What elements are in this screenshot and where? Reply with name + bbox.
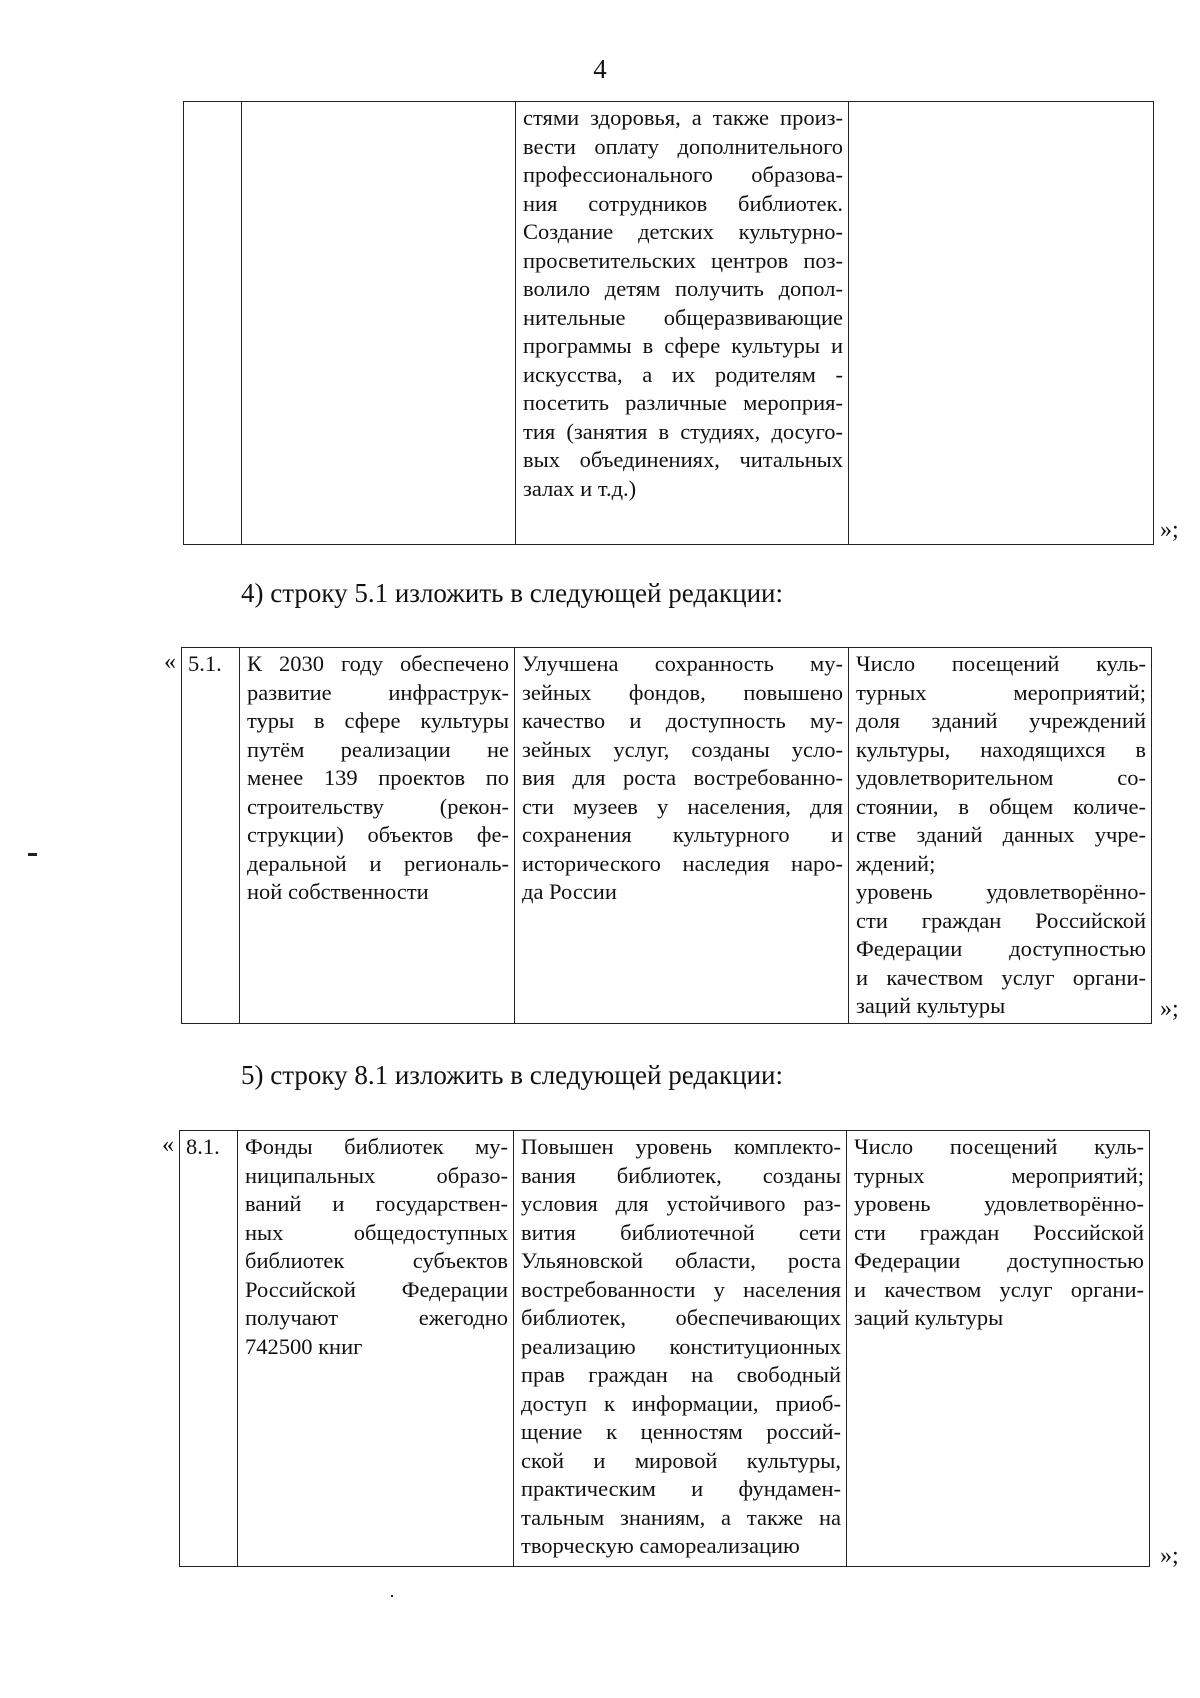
cell-text-line: реализацию конституционных [521, 1333, 841, 1359]
cell-indicator [849, 102, 1154, 545]
cell-text-line: качество и доступность му- [522, 708, 843, 733]
cell-text-line: удовлетворительном со- [856, 765, 1146, 790]
cell-text-line: творческую самореализацию [521, 1533, 800, 1558]
table-row [184, 102, 1154, 545]
cell-text-line: Создание детских культурно- [523, 219, 843, 244]
cell-text-line: вия для роста востребованно- [522, 765, 843, 790]
cell-text-line: и качеством услуг органи- [856, 964, 1146, 990]
cell-text-line: условия для устойчивого раз- [521, 1191, 841, 1216]
cell-text-line: да России [522, 879, 617, 904]
table-row [180, 1131, 1150, 1567]
cell-text-line: сти граждан Российской [854, 1219, 1144, 1245]
cell-text-line: ждений; [856, 850, 936, 876]
scan-speck [28, 853, 37, 856]
cell-text-line: программы в сфере культуры и [523, 333, 843, 358]
cell-result [515, 648, 849, 1024]
cell-text-line: профессионального образова- [523, 162, 843, 187]
cell-text-line: ниципальных образо- [245, 1162, 508, 1188]
cell-text-line: культуры, находящихся в [856, 736, 1146, 762]
cell-text-line: волило детям получить допол- [523, 276, 843, 301]
cell-text-line: доля зданий учреждений [856, 708, 1146, 733]
cell-text-line: Повышен уровень комплекто- [521, 1134, 841, 1159]
page-number: 4 [593, 54, 607, 84]
cell-text-line: сти граждан Российской [856, 907, 1146, 933]
cell-text-line: ных общедоступных [245, 1219, 508, 1245]
cell-text-line: библиотек, обеспечивающих [521, 1305, 841, 1330]
cell-text-line: ваний и государствен- [245, 1191, 508, 1216]
cell-text-line: деральной и региональ- [247, 850, 509, 876]
cell-text-line: развитие инфраструк- [247, 679, 509, 705]
cell-text-line: вести оплату дополнительного [523, 133, 843, 159]
cell-num: 5.1. [182, 648, 240, 1024]
cell-text-line: доступ к информации, приоб- [521, 1390, 841, 1416]
scan-speck [391, 1595, 393, 1597]
cell-text-line: струкции) объектов фе- [247, 822, 509, 847]
cell-text-line: ной собственности [247, 879, 429, 904]
cell-text-line: Улучшена сохранность му- [522, 651, 843, 676]
cell-text-line: Число посещений куль- [856, 651, 1146, 676]
cell-text-line: щение к ценностям россий- [521, 1419, 841, 1444]
cell-text-line: заций культуры [854, 1305, 1004, 1330]
cell-text-line: К 2030 году обеспечено [247, 651, 509, 676]
cell-text-line: стве зданий данных учре- [856, 822, 1146, 847]
cell-text-line: сохранения культурного и [522, 822, 843, 847]
instruction-row-8-1: 5) строку 8.1 изложить в следующей редакции: [241, 1060, 784, 1090]
cell-text-line: исторического наследия наро- [522, 850, 843, 876]
cell-text-line: уровень удовлетворённо- [856, 879, 1146, 904]
cell-text-line: библиотек субъектов [245, 1248, 508, 1273]
cell-text-line: нительные общеразвивающие [523, 304, 843, 330]
cell-text-line: сти музеев у населения, для [522, 793, 843, 819]
cell-text-line: Фонды библиотек му- [245, 1134, 508, 1159]
cell-text-line: ния сотрудников библиотек. [523, 190, 843, 216]
cell-task [240, 648, 515, 1024]
cell-text-line: зейных услуг, созданы усло- [522, 736, 843, 762]
cell-text-line: турных мероприятий; [856, 679, 1146, 705]
table-row-5-1 [181, 647, 1152, 1024]
cell-text-line: Российской Федерации [245, 1276, 508, 1302]
table-row-8-1 [179, 1130, 1150, 1567]
cell-text-line: 742500 книг [245, 1333, 363, 1359]
cell-text-line: востребованности у населения [521, 1276, 841, 1302]
cell-indicator [847, 1131, 1150, 1567]
cell-text-line: залах и т.д.) [523, 475, 637, 501]
cell-text-line: вания библиотек, созданы [521, 1162, 841, 1188]
cell-text-line: тия (занятия в студиях, досуго- [523, 418, 843, 444]
cell-text-line: заций культуры [856, 993, 1006, 1018]
cell-text-line: практическим и фундамен- [521, 1476, 841, 1501]
table-row [182, 648, 1152, 1024]
cell-result [516, 102, 849, 545]
cell-indicator [849, 648, 1152, 1024]
cell-text-line: тальным знаниям, а также на [521, 1504, 841, 1530]
cell-result [514, 1131, 847, 1567]
cell-text-line: турных мероприятий; [854, 1162, 1144, 1188]
cell-text-line: посетить различные мероприя- [523, 390, 843, 415]
cell-text-line: строительству (рекон- [247, 793, 509, 819]
open-quote: « [162, 1132, 174, 1158]
cell-text-line: и качеством услуг органи- [854, 1276, 1144, 1302]
cell-text-line: получают ежегодно [245, 1305, 508, 1330]
instruction-row-5-1: 4) строку 5.1 изложить в следующей редакции: [241, 578, 784, 608]
cell-task [242, 102, 516, 545]
cell-text-line: искусства, а их родителям - [523, 361, 843, 387]
cell-text-line: Федерации доступностью [854, 1248, 1144, 1273]
cell-task [238, 1131, 514, 1567]
cell-text-line: уровень удовлетворённо- [854, 1191, 1144, 1216]
cell-text-line: зейных фондов, повышено [522, 679, 843, 705]
cell-text-line: просветительских центров поз- [523, 247, 843, 273]
cell-text-line: стоянии, в общем количе- [856, 793, 1146, 819]
cell-text-line: менее 139 проектов по [247, 765, 509, 790]
cell-text-line: Ульяновской области, роста [521, 1248, 841, 1273]
cell-text-line: путём реализации не [247, 736, 509, 762]
cell-num [184, 102, 242, 545]
table-continuation [183, 101, 1154, 545]
cell-text-line: Федерации доступностью [856, 936, 1146, 961]
cell-num: 8.1. [180, 1131, 238, 1567]
cell-text-line: Число посещений куль- [854, 1134, 1144, 1159]
cell-text-line: стями здоровья, а также произ- [523, 105, 843, 130]
cell-text-line: туры в сфере культуры [247, 708, 509, 733]
cell-text-line: вых объединениях, читальных [523, 447, 843, 472]
cell-text-line: ской и мировой культуры, [521, 1447, 841, 1473]
open-quote: « [164, 649, 176, 675]
close-quote: »; [1160, 1543, 1179, 1569]
close-quote: »; [1160, 996, 1179, 1022]
close-quote: »; [1160, 517, 1179, 543]
cell-text-line: прав граждан на свободный [521, 1362, 841, 1387]
cell-text-line: вития библиотечной сети [521, 1219, 841, 1245]
